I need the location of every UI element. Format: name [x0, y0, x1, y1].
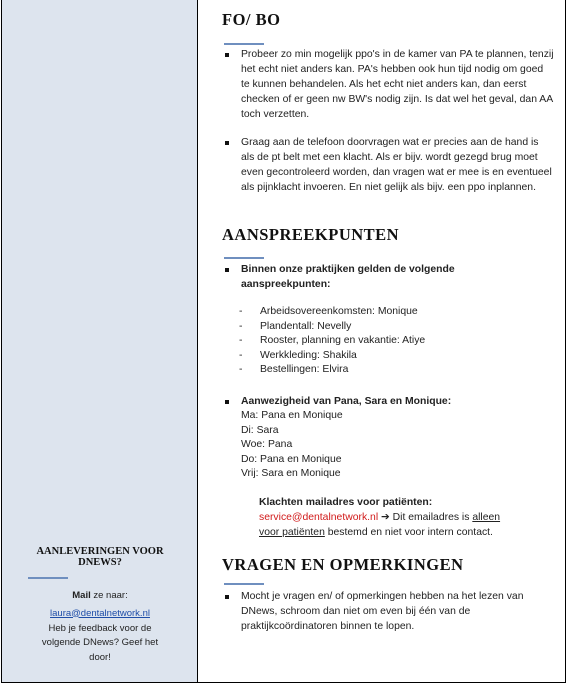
complaints-line: voor patiënten bestemd en niet voor intern contact.	[259, 527, 493, 538]
complaints-title: Klachten mailadres voor patiënten:	[259, 497, 433, 508]
list-item: - Rooster, planning en vakantie: Atiye	[239, 334, 425, 349]
list-item	[222, 394, 554, 409]
dash-icon: -	[239, 320, 243, 332]
heading-rule	[224, 43, 264, 45]
contacts-list	[239, 305, 425, 378]
sidebar-feedback: Heb je feedback voor de volgende DNews? Geef het door!	[41, 622, 159, 663]
sidebar	[2, 0, 198, 682]
complaints-block	[259, 495, 559, 540]
bullet-icon	[225, 400, 229, 404]
arrow-right-icon: ➔	[381, 512, 390, 523]
heading-aanspreekpunten: AANSPREEKPUNTEN	[222, 225, 400, 244]
dash-icon: -	[239, 306, 243, 317]
list-item: Do: Pana en Monique	[241, 453, 342, 465]
sidebar-title-rule	[28, 577, 68, 579]
sidebar-email-link[interactable]: laura@dentalnetwork.nl	[50, 607, 150, 619]
complaints-line: service@dentalnetwork.nl ➔ Dit emailadres is alleen	[259, 512, 501, 523]
heading-rule	[224, 257, 264, 259]
heading-rule	[224, 583, 264, 585]
bullet-text: Graag aan de telefoon doorvragen wat er precies aan de hand is als de pt belt met een klacht. Als er bijv. wordt gezegd brug moet even gecontroleerd worden, dan vragen wat er mee is en eventueel als pijnklacht invoeren. En niet gelijk als bijv. een ppo inplannen.	[241, 137, 552, 193]
bullet-text: Probeer zo min mogelijk ppo's in de kamer van PA te plannen, tenzij het echt niet anders kan. PA's hebben ook hun tijd nodig om goed te kunnen behandelen. Als het echt niet anders kan, dan eerst checken of er geen nw BW's nodig zijn. Is dat wel het geval, dan AA toch verzetten.	[241, 49, 554, 120]
list-item: Vrij: Sara en Monique	[241, 468, 341, 479]
list-item	[222, 262, 511, 292]
list-item: - Arbeidsovereenkomsten: Monique	[239, 305, 425, 320]
bullet-icon	[225, 595, 229, 599]
sidebar-content	[2, 546, 198, 665]
sidebar-mail-bold: Mail	[72, 589, 91, 601]
list-item	[222, 135, 554, 195]
heading-vragen-en-opmerkingen: VRAGEN EN OPMERKINGEN	[222, 555, 464, 574]
list-item: Woe: Pana	[241, 439, 293, 450]
list-item	[222, 589, 541, 634]
sidebar-title: AANLEVERINGEN VOOR DNEWS?	[36, 546, 164, 568]
bullet-text: Aanwezigheid van Pana, Sara en Monique:	[241, 396, 452, 407]
list-item: - Bestellingen: Elvira	[239, 363, 425, 378]
bullet-icon	[225, 268, 229, 272]
bullet-icon	[225, 141, 229, 145]
list-item: - Plandentall: Nevelly	[239, 320, 425, 335]
dash-icon: -	[239, 349, 243, 361]
list-item: Di: Sara	[241, 424, 279, 436]
sidebar-mail-line	[2, 588, 198, 603]
bullet-text: Binnen onze praktijken gelden de volgende aanspreekpunten:	[241, 264, 455, 290]
dash-icon: -	[239, 364, 243, 375]
heading-fo-bo: FO/ BO	[222, 10, 281, 29]
bullet-icon	[225, 53, 229, 57]
dash-icon: -	[239, 335, 243, 346]
complaints-email-link[interactable]: service@dentalnetwork.nl	[259, 512, 379, 523]
schedule-list	[241, 409, 343, 482]
list-item: Ma: Pana en Monique	[241, 410, 343, 421]
list-item: - Werkkleding: Shakila	[239, 349, 425, 364]
list-item	[222, 47, 554, 122]
bullet-text: Mocht je vragen en/ of opmerkingen hebben na het lezen van DNews, schroom dan niet om even bij één van de praktijkcoördinatoren binnen te lopen.	[241, 591, 524, 632]
sidebar-mail-rest: ze naar:	[90, 589, 128, 601]
